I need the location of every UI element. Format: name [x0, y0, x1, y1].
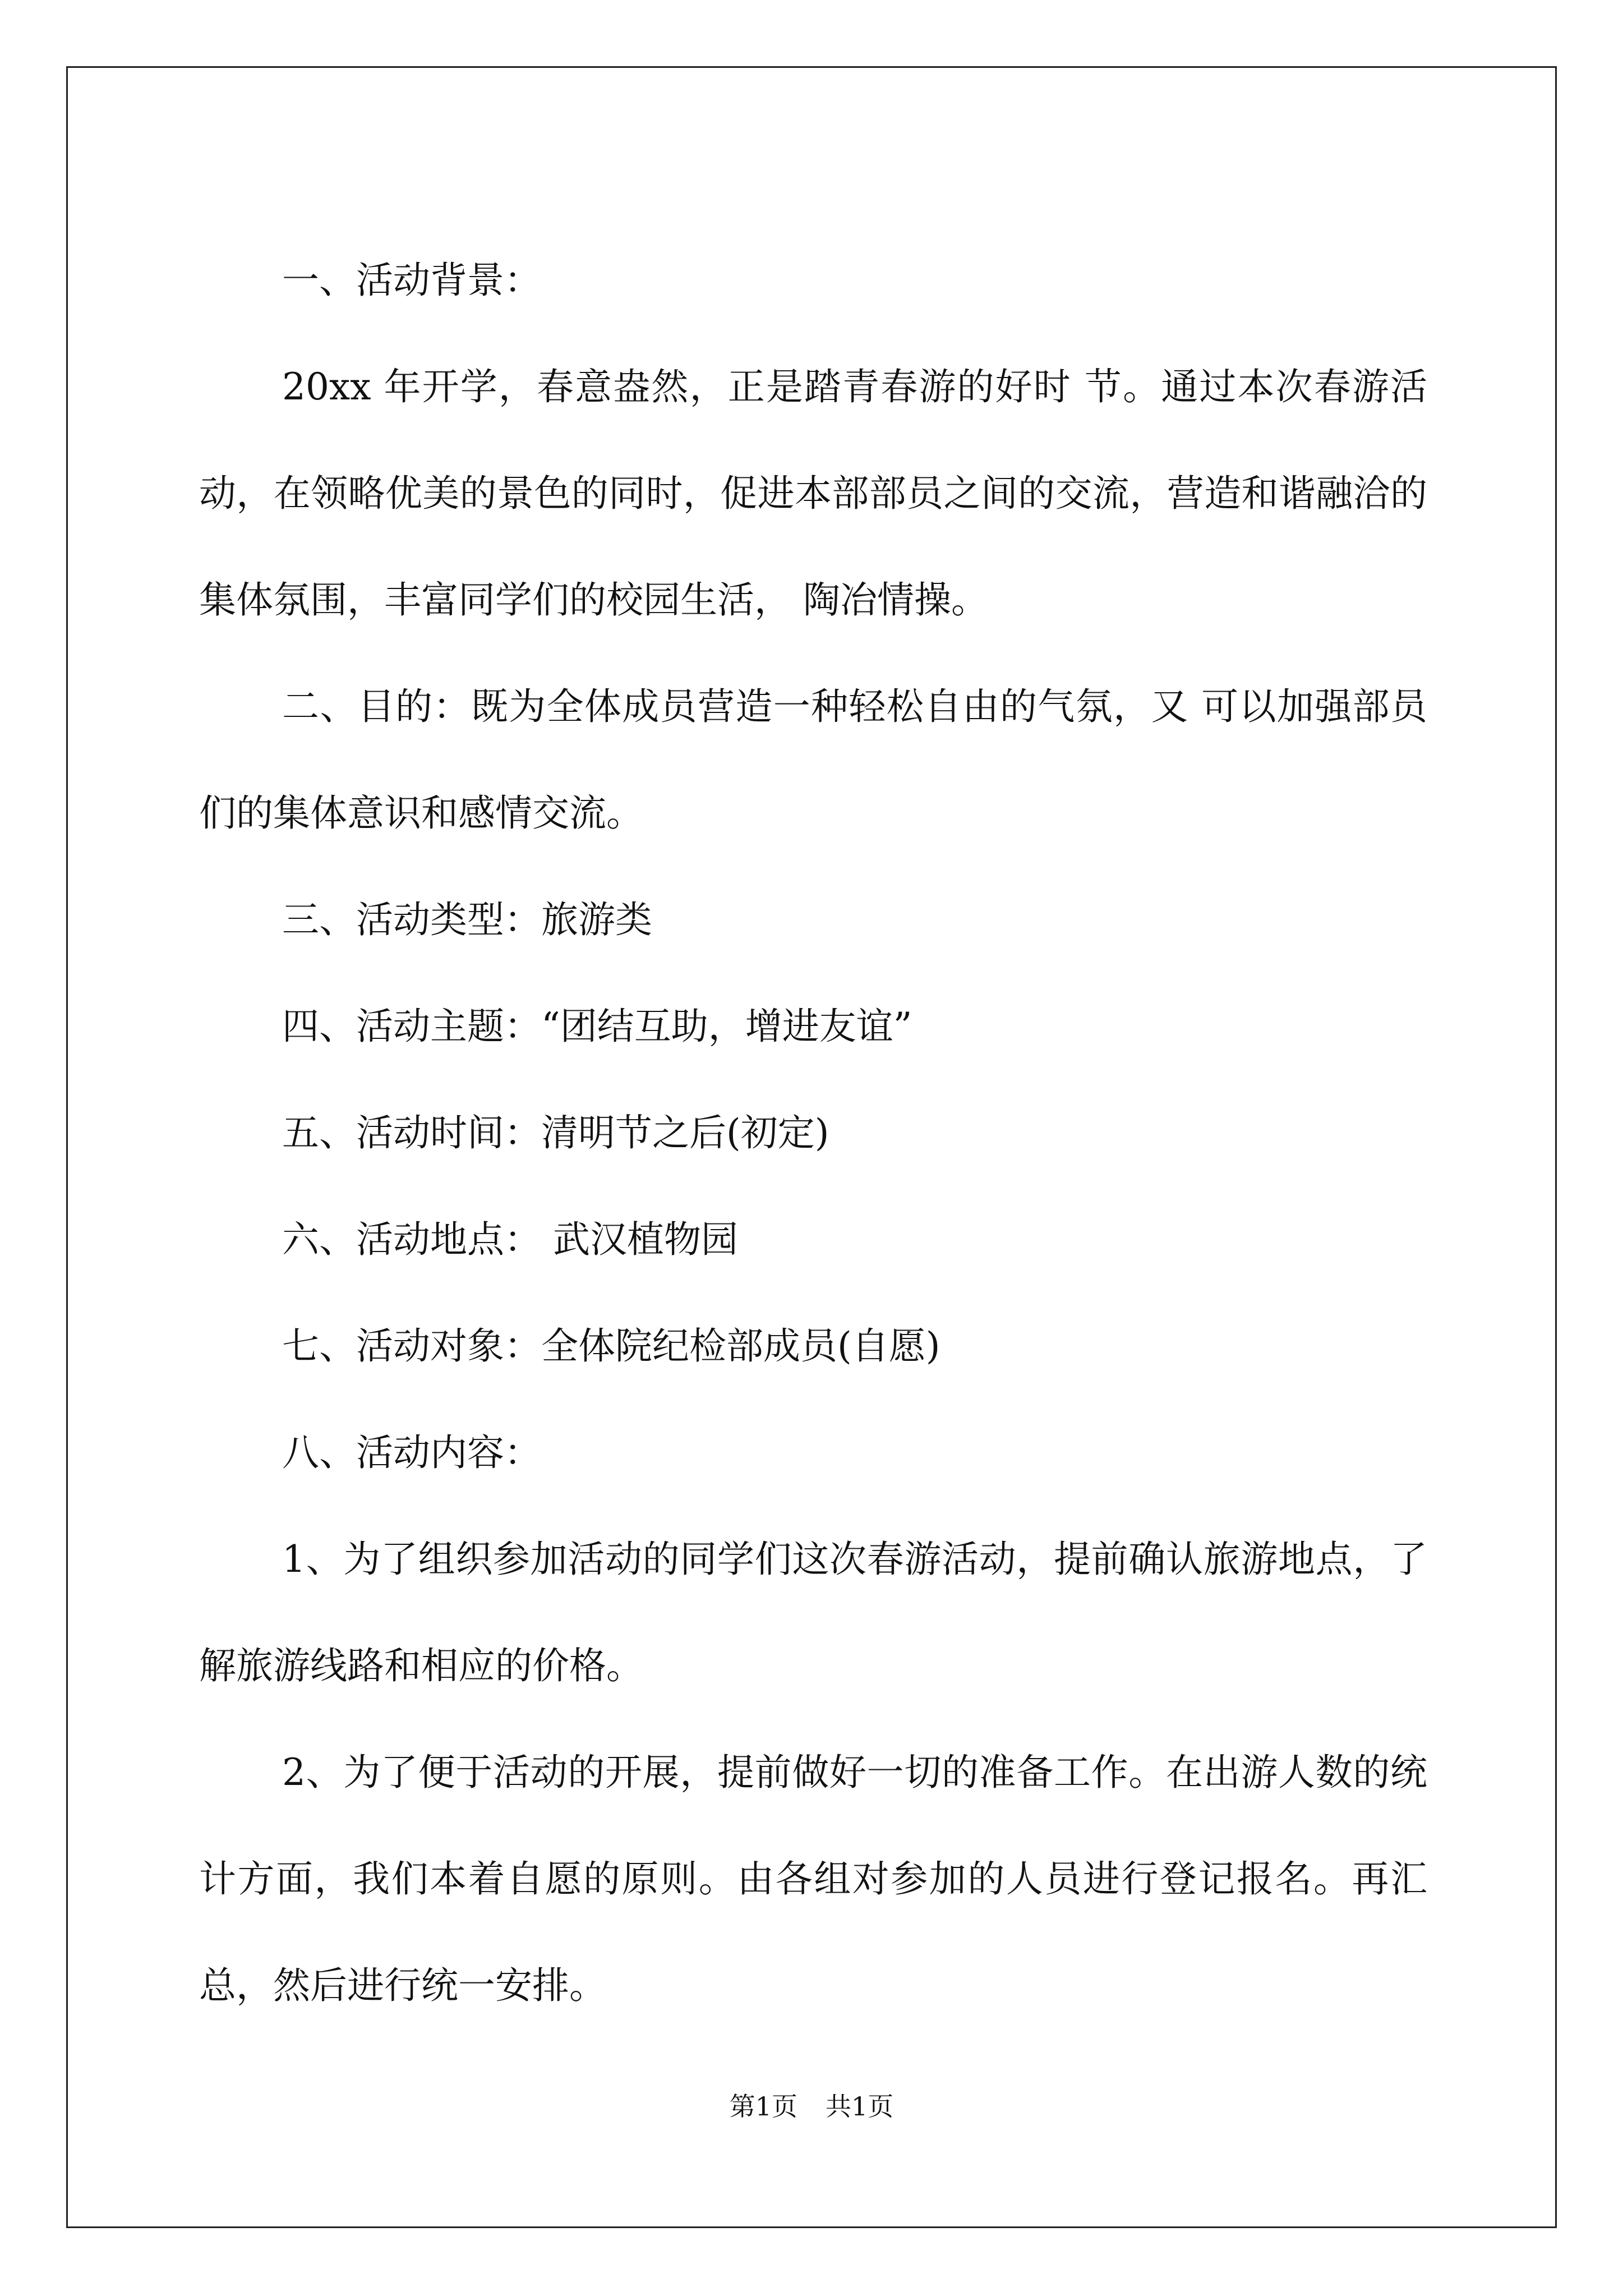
- section-heading-content: 八、活动内容：: [282, 1431, 541, 1474]
- document-body: [199, 227, 1427, 2039]
- paragraph-content-item-1: 1、为了组织参加活动的同学们这次春游活动，提前确认旅游地点，了解旅游线路和相应的价格。: [199, 1538, 1427, 1687]
- paragraph-activity-participants: 七、活动对象：全体院纪检部成员(自愿): [282, 1324, 940, 1368]
- page-number-current: 第1页: [729, 2091, 797, 2122]
- section-heading-background: 一、活动背景：: [282, 259, 541, 302]
- paragraph-activity-location: 六、活动地点： 武汉植物园: [282, 1218, 738, 1261]
- paragraph-activity-time: 五、活动时间：清明节之后(初定): [282, 1111, 829, 1154]
- paragraph-background: 20xx 年开学，春意盎然，正是踏青春游的好时 节。通过本次春游活动，在领略优美的景色的同时，促进本部部员之间的交流，营造和谐融洽的集体氛围，丰富同学们的校园生活， 陶冶情操。: [199, 365, 1427, 622]
- paragraph-activity-theme: 四、活动主题：“团结互助，增进友谊”: [282, 1005, 912, 1048]
- paragraph-purpose: 二、目的：既为全体成员营造一种轻松自由的气氛，又 可以加强部员们的集体意识和感情交流。: [199, 685, 1427, 835]
- page-number-total: 共1页: [826, 2091, 894, 2122]
- paragraph-content-item-2: 2、为了便于活动的开展，提前做好一切的准备工作。在出游人数的统计方面，我们本着自愿的原则。由各组对参加的人员进行登记报名。再汇总，然后进行统一安排。: [199, 1751, 1427, 2007]
- paragraph-activity-type: 三、活动类型：旅游类: [282, 898, 652, 941]
- page-footer: [0, 2090, 1623, 2123]
